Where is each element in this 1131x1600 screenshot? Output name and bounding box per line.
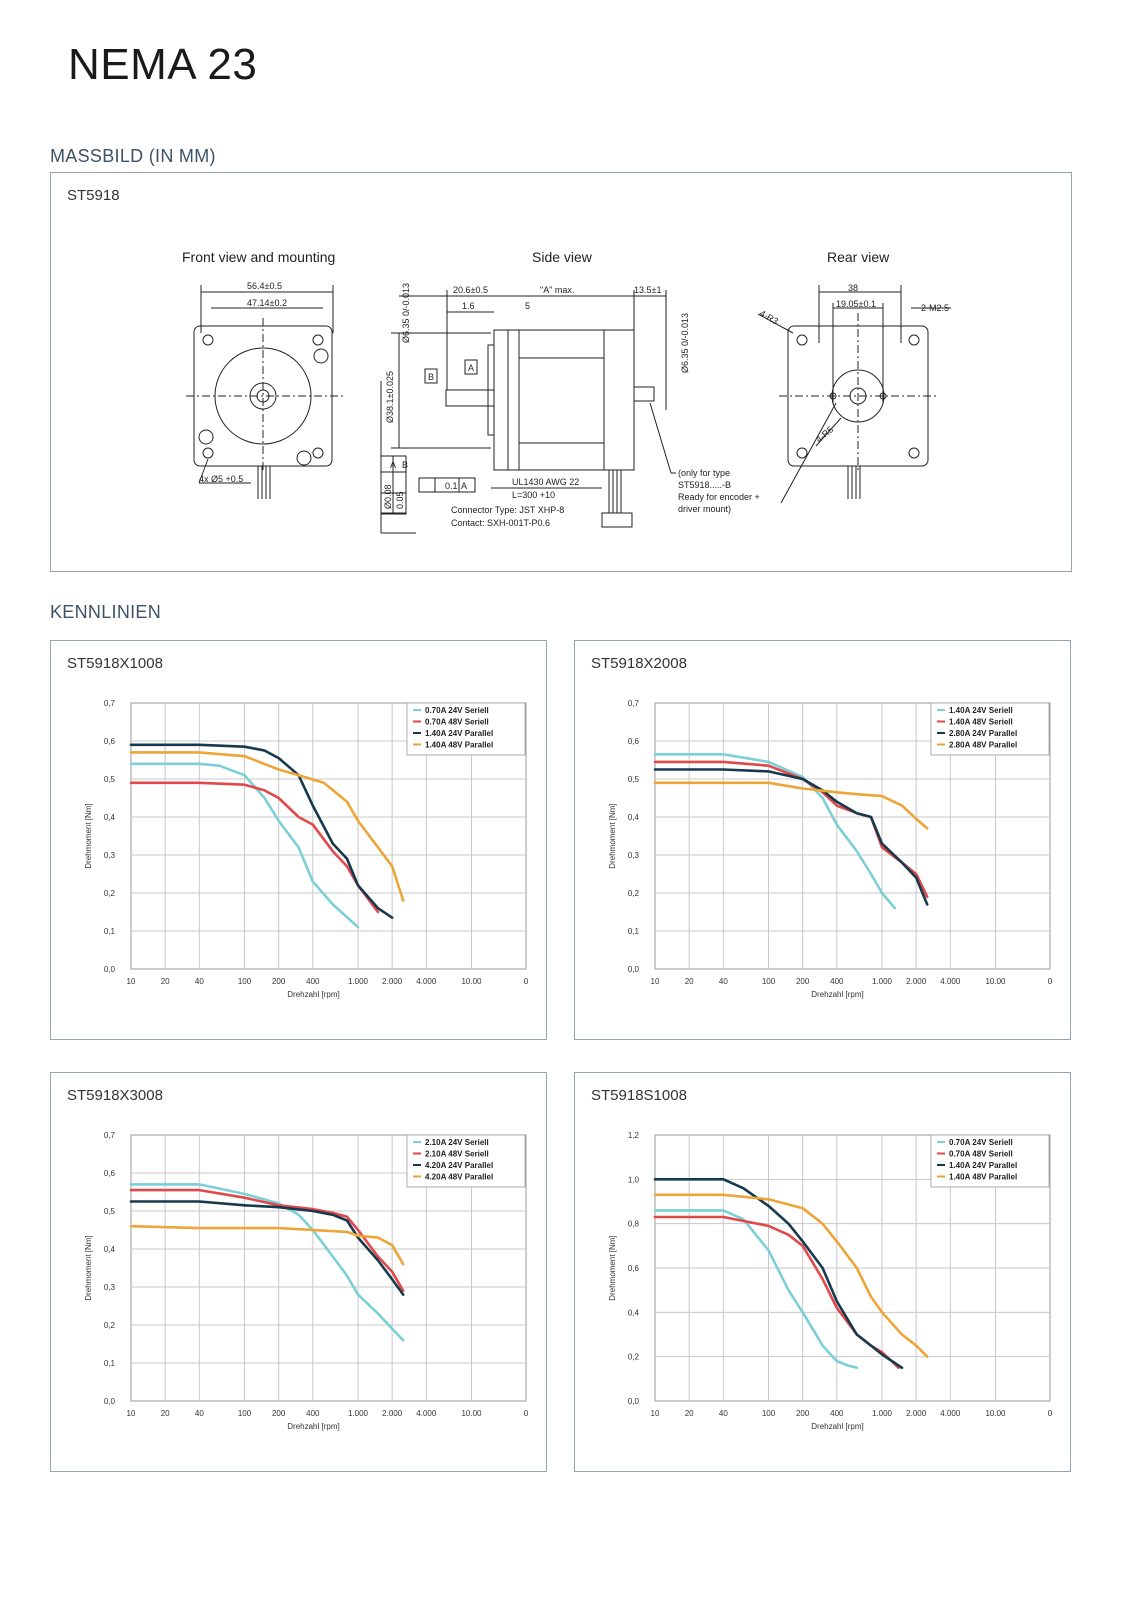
x-tick-label: 2.000 bbox=[906, 1409, 927, 1418]
legend-label-1: 1.40A 24V Seriell bbox=[949, 706, 1013, 715]
y-tick-label: 0,4 bbox=[103, 1245, 115, 1254]
y-tick-label: 0,4 bbox=[103, 813, 115, 822]
cable-label: UL1430 AWG 22 bbox=[512, 477, 580, 487]
side-dim-rear: 13.5±1 bbox=[634, 285, 662, 295]
legend-label-1: 2.10A 24V Seriell bbox=[425, 1138, 489, 1147]
legend-label-3: 1.40A 24V Parallel bbox=[425, 729, 494, 738]
x-tick-label: 40 bbox=[194, 977, 204, 986]
x-tick-label: 0 bbox=[523, 1409, 529, 1418]
x-tick-label: 10.00 bbox=[461, 1409, 482, 1418]
x-axis-label: Drehzahl [rpm] bbox=[287, 1422, 340, 1431]
series-line-4 bbox=[655, 1195, 927, 1357]
y-tick-label: 0,6 bbox=[627, 1264, 639, 1273]
x-tick-label: 400 bbox=[306, 1409, 320, 1418]
x-tick-label: 100 bbox=[761, 1409, 776, 1418]
series-line-2 bbox=[131, 1190, 403, 1291]
x-tick-label: 400 bbox=[830, 1409, 844, 1418]
datum-b-box: B bbox=[402, 460, 409, 470]
y-tick-label: 0,0 bbox=[103, 965, 115, 974]
rear-r3-label: 4-R3 bbox=[758, 308, 780, 327]
y-tick-label: 0,4 bbox=[627, 813, 639, 822]
x-axis-label: Drehzahl [rpm] bbox=[287, 990, 340, 999]
side-pilot-dim: Ø38.1±0.025 bbox=[385, 371, 395, 423]
legend-label-1: 0.70A 24V Seriell bbox=[949, 1138, 1013, 1147]
y-tick-label: 0,2 bbox=[627, 889, 639, 898]
y-axis-label: Drehmoment [Nm] bbox=[608, 803, 617, 869]
y-tick-label: 0,4 bbox=[627, 1308, 639, 1318]
chart-panel-4 bbox=[574, 1072, 1071, 1472]
chart-1 bbox=[51, 641, 546, 1039]
series-line-1 bbox=[655, 754, 895, 908]
flat-tol-label: 0.1 bbox=[445, 481, 458, 491]
y-tick-label: 0,3 bbox=[103, 851, 115, 860]
y-tick-label: 0,1 bbox=[103, 1359, 115, 1368]
y-tick-label: 0,0 bbox=[627, 965, 639, 974]
x-tick-label: 20 bbox=[684, 1409, 694, 1418]
side-dim-len: "A" max. bbox=[540, 285, 575, 295]
x-tick-label: 2.000 bbox=[382, 977, 403, 986]
tol2-label: 0.05 bbox=[395, 491, 405, 509]
y-tick-label: 0,0 bbox=[103, 1397, 115, 1406]
datum-a-label: A bbox=[468, 363, 475, 373]
rear-r5-label: 4-R5 bbox=[813, 424, 836, 445]
x-tick-label: 4.000 bbox=[940, 1409, 961, 1418]
side-shaft-rear-dim: Ø6.35 0/-0.013 bbox=[680, 312, 690, 373]
chart-title-3: ST5918X3008 bbox=[67, 1087, 163, 1104]
x-axis-label: Drehzahl [rpm] bbox=[811, 1422, 864, 1431]
chart-title-4: ST5918S1008 bbox=[591, 1087, 687, 1104]
x-tick-label: 0 bbox=[523, 977, 529, 986]
chart-title-1: ST5918X1008 bbox=[67, 655, 163, 672]
x-tick-label: 20 bbox=[160, 1409, 170, 1418]
side-view-title: Side view bbox=[532, 249, 592, 265]
x-tick-label: 40 bbox=[718, 977, 728, 986]
side-dim-b: 1.6 bbox=[462, 301, 475, 311]
x-tick-label: 1.000 bbox=[347, 1409, 369, 1418]
x-tick-label: 100 bbox=[761, 977, 776, 986]
x-tick-label: 0 bbox=[1047, 977, 1053, 986]
y-axis-label: Drehmoment [Nm] bbox=[84, 1235, 93, 1301]
x-tick-label: 200 bbox=[271, 977, 286, 986]
y-tick-label: 0,2 bbox=[103, 1321, 115, 1330]
x-tick-label: 10 bbox=[650, 977, 660, 986]
x-tick-label: 10 bbox=[126, 977, 136, 986]
y-tick-label: 0,6 bbox=[627, 737, 639, 746]
y-tick-label: 0,7 bbox=[627, 699, 639, 708]
y-tick-label: 0,6 bbox=[103, 1169, 115, 1178]
series-line-4 bbox=[131, 752, 403, 900]
x-tick-label: 400 bbox=[830, 977, 844, 986]
x-tick-label: 200 bbox=[795, 1409, 810, 1418]
legend-label-1: 0.70A 24V Seriell bbox=[425, 706, 489, 715]
y-tick-label: 0,5 bbox=[103, 1207, 115, 1216]
holes-label: 4x Ø5 +0.5 bbox=[199, 474, 244, 484]
y-tick-label: 0,7 bbox=[103, 1131, 115, 1140]
x-tick-label: 4.000 bbox=[416, 977, 437, 986]
rear-view-drawing bbox=[758, 285, 951, 503]
y-tick-label: 0,0 bbox=[627, 1397, 639, 1406]
front-view-title: Front view and mounting bbox=[182, 249, 336, 265]
note-line-1: (only for type bbox=[678, 468, 731, 478]
chart-4 bbox=[575, 1073, 1070, 1471]
series-line-3 bbox=[131, 1202, 403, 1295]
y-tick-label: 0,7 bbox=[103, 699, 115, 708]
x-tick-label: 0 bbox=[1047, 1409, 1053, 1418]
y-tick-label: 0,5 bbox=[627, 775, 639, 784]
series-line-3 bbox=[131, 745, 392, 918]
series-line-3 bbox=[655, 770, 927, 905]
series-line-4 bbox=[655, 783, 927, 829]
x-axis-label: Drehzahl [rpm] bbox=[811, 990, 864, 999]
x-tick-label: 100 bbox=[237, 977, 252, 986]
legend-label-2: 2.10A 48V Seriell bbox=[425, 1149, 489, 1159]
side-dim-c: 5 bbox=[525, 301, 531, 311]
legend-label-3: 1.40A 24V Parallel bbox=[949, 1161, 1018, 1170]
chart-3 bbox=[51, 1073, 546, 1471]
x-tick-label: 4.000 bbox=[940, 977, 961, 986]
section-title-curves: KENNLINIEN bbox=[50, 602, 162, 622]
tol1-label: Ø0.08 bbox=[383, 484, 393, 509]
chart-panel-2 bbox=[574, 640, 1071, 1040]
x-tick-label: 1.000 bbox=[871, 1409, 893, 1418]
note-line-3: Ready for encoder + bbox=[678, 492, 760, 502]
legend-label-4: 1.40A 48V Parallel bbox=[425, 740, 494, 750]
legend-label-4: 2.80A 48V Parallel bbox=[949, 740, 1018, 750]
datum-b-label: B bbox=[428, 372, 435, 382]
x-tick-label: 10 bbox=[650, 1409, 660, 1418]
rear-pitch-label: 19.05±0.1 bbox=[836, 299, 876, 309]
cable-len-label: L=300 +10 bbox=[512, 490, 556, 500]
page-title: NEMA 23 bbox=[68, 40, 258, 89]
side-shaft-dim: Ø6.35 0/-0.013 bbox=[401, 282, 411, 343]
x-tick-label: 200 bbox=[795, 977, 810, 986]
legend-label-2: 1.40A 48V Seriell bbox=[949, 717, 1013, 727]
x-tick-label: 1.000 bbox=[871, 977, 893, 986]
y-tick-label: 0,2 bbox=[627, 1352, 639, 1362]
y-tick-label: 0,3 bbox=[627, 851, 639, 860]
x-tick-label: 400 bbox=[306, 977, 320, 986]
series-line-4 bbox=[131, 1226, 403, 1264]
y-tick-label: 0,8 bbox=[627, 1219, 639, 1229]
x-tick-label: 1.000 bbox=[347, 977, 369, 986]
dim-inner-label: 47.14±0.2 bbox=[247, 298, 287, 308]
y-tick-label: 1,2 bbox=[627, 1131, 639, 1140]
x-tick-label: 20 bbox=[684, 977, 694, 986]
front-view-drawing bbox=[186, 285, 343, 499]
legend-label-4: 1.40A 48V Parallel bbox=[949, 1172, 1018, 1182]
rear-thread-label: 2-M2.5 bbox=[921, 303, 950, 313]
x-tick-label: 40 bbox=[194, 1409, 204, 1418]
dim-outer-label: 56.4±0.5 bbox=[247, 281, 282, 291]
chart-panel-3 bbox=[50, 1072, 547, 1472]
note-line-4: driver mount) bbox=[678, 504, 732, 514]
series-line-2 bbox=[655, 1217, 899, 1368]
rear-square-label: 38 bbox=[848, 283, 859, 293]
side-dim-a: 20.6±0.5 bbox=[453, 285, 488, 295]
drawing-svg bbox=[51, 173, 1071, 571]
y-axis-label: Drehmoment [Nm] bbox=[608, 1235, 617, 1301]
drawing-panel bbox=[50, 172, 1072, 572]
y-tick-label: 0,6 bbox=[103, 737, 115, 746]
x-tick-label: 200 bbox=[271, 1409, 286, 1418]
chart-2 bbox=[575, 641, 1070, 1039]
connector-label: Connector Type: JST XHP-8 bbox=[451, 505, 565, 515]
datum-a-box: A bbox=[390, 460, 397, 470]
y-tick-label: 1,0 bbox=[627, 1175, 639, 1185]
x-tick-label: 20 bbox=[160, 977, 170, 986]
legend-label-3: 2.80A 24V Parallel bbox=[949, 729, 1018, 738]
x-tick-label: 10.00 bbox=[461, 977, 482, 986]
y-tick-label: 0,5 bbox=[103, 775, 115, 784]
x-tick-label: 4.000 bbox=[416, 1409, 437, 1418]
y-tick-label: 0,3 bbox=[103, 1283, 115, 1292]
x-tick-label: 10 bbox=[126, 1409, 136, 1418]
drawing-model-label: ST5918 bbox=[67, 187, 120, 204]
x-tick-label: 10.00 bbox=[985, 977, 1006, 986]
chart-panel-1 bbox=[50, 640, 547, 1040]
rear-view-title: Rear view bbox=[827, 249, 890, 265]
legend-label-3: 4.20A 24V Parallel bbox=[425, 1161, 494, 1170]
x-tick-label: 100 bbox=[237, 1409, 252, 1418]
x-tick-label: 2.000 bbox=[382, 1409, 403, 1418]
y-tick-label: 0,2 bbox=[103, 889, 115, 898]
legend-label-2: 0.70A 48V Seriell bbox=[949, 1149, 1013, 1159]
section-title-dimensions: MASSBILD (IN MM) bbox=[50, 146, 216, 166]
x-tick-label: 10.00 bbox=[985, 1409, 1006, 1418]
note-line-2: ST5918.....-B bbox=[678, 480, 732, 490]
y-tick-label: 0,1 bbox=[103, 927, 115, 936]
legend-label-2: 0.70A 48V Seriell bbox=[425, 717, 489, 727]
chart-title-2: ST5918X2008 bbox=[591, 655, 687, 672]
x-tick-label: 2.000 bbox=[906, 977, 927, 986]
y-tick-label: 0,1 bbox=[627, 927, 639, 936]
x-tick-label: 40 bbox=[718, 1409, 728, 1418]
series-line-3 bbox=[655, 1179, 902, 1368]
contact-label: Contact: SXH-001T-P0.6 bbox=[451, 518, 551, 528]
y-axis-label: Drehmoment [Nm] bbox=[84, 803, 93, 869]
legend-label-4: 4.20A 48V Parallel bbox=[425, 1172, 494, 1182]
flat-datum-label: A bbox=[461, 481, 468, 491]
